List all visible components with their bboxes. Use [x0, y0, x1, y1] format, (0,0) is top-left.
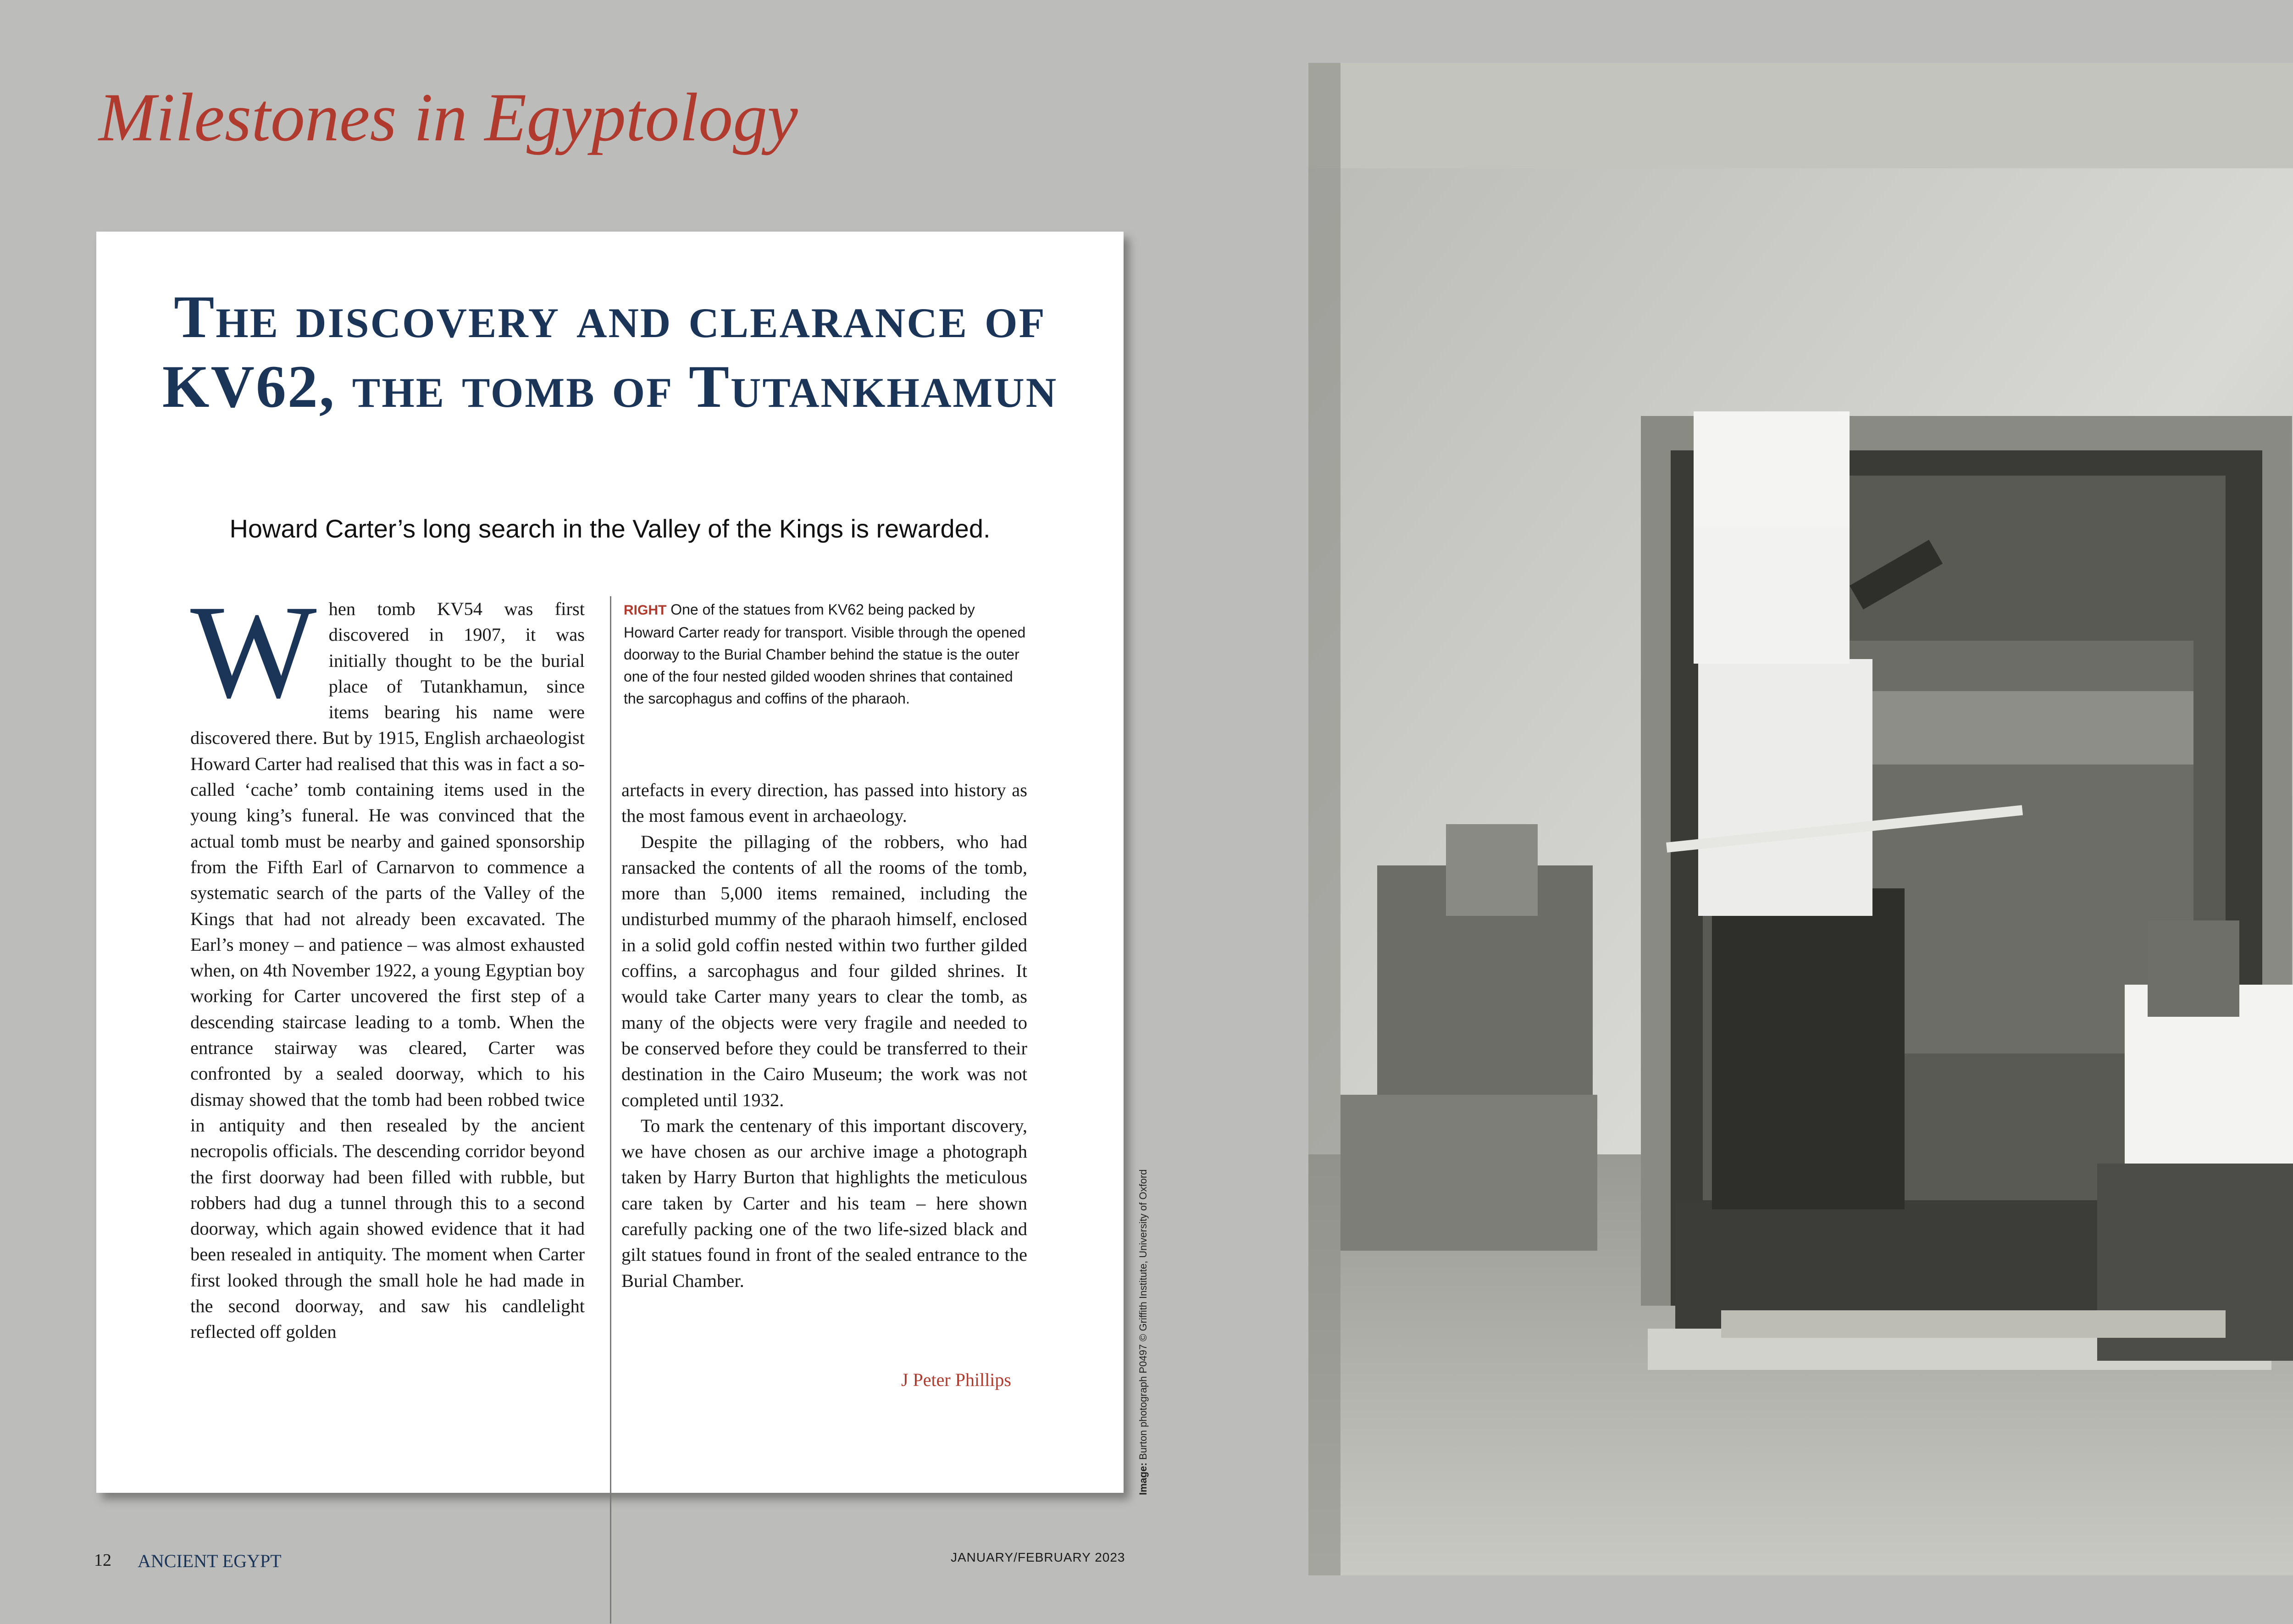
excavator-right-head: [2148, 920, 2239, 1017]
excavator-left-head: [1446, 824, 1538, 916]
column-1-text: hen tomb KV54 was first discovered in 1907, it was initially thought to be the burial place of Tutankhamun, since items bearing his name were discovered there. But by 1915, English archaeologist Howard Carter had realised that this was in fact a so-called ‘cache’ tomb containing items used in the young king’s funeral. He was convinced that the actual tomb must be nearby and gained sponsorship from the Fifth Earl of Carnarvon to commence a systematic search of the parts of the Valley of the Kings that had not already been excavated. The Earl’s money – and patience – was almost exhausted when, on 4th November 1922, a young Egyptian boy working for Carter uncovered the first step of a descending staircase leading to a tomb. When the entrance stairway was cleared, Carter was confronted by a sealed doorway, which to his dismay showed that the tomb had been robbed twice in antiquity and then resealed by the ancient necropolis officials. The descending corridor beyond the first doorway had been filled with rubble, but robbers had dug a tunnel through this to a second doorway, which again showed evidence that it had been resealed in antiquity. The moment when Carter first looked through the small hole he had made in the second doorway, and saw his candlelight reflected off golden: [190, 599, 585, 1342]
statue-chest-wrapping: [1694, 521, 1850, 664]
drop-cap: W: [190, 578, 317, 726]
statue-body-wrapped: [1698, 659, 1872, 916]
column-divider: [610, 596, 611, 1624]
column-2-paragraph: artefacts in every direction, has passed into history as the most famous event in archaeology.: [621, 780, 1027, 826]
left-shadow-edge: [1308, 63, 1340, 1575]
magazine-name: ANCIENT EGYPT: [138, 1551, 282, 1571]
caption-lead: RIGHT: [624, 603, 667, 618]
ceiling-band: [1308, 63, 2293, 168]
archive-photo: [1308, 63, 2293, 1575]
page-number: 12: [94, 1551, 111, 1570]
excavator-left-legs: [1340, 1095, 1597, 1251]
image-credit: [1137, 1170, 1149, 1495]
article-column-2: [621, 777, 1027, 1294]
image-credit-label: Image:: [1137, 1463, 1149, 1495]
issue-date: JANUARY/FEBRUARY 2023: [951, 1550, 1125, 1564]
article-subtitle: Howard Carter’s long search in the Valley of the Kings is rewarded.: [229, 514, 991, 543]
article-byline: J Peter Phillips: [901, 1369, 1011, 1390]
caption-text: One of the statues from KV62 being packed by Howard Carter ready for transport. Visible through the opened doorway to the Burial Chamber behind the statue is the outer one of the four nested gilded wooden shrines that contained the sarcophagus and coffins of the pharaoh.: [624, 601, 1026, 707]
section-title: Milestones in Egyptology: [99, 79, 798, 155]
article-column-1: [190, 578, 585, 1345]
photo-caption: [624, 599, 1027, 709]
image-credit-text: Burton photograph P0497 © Griffith Institute, University of Oxford: [1137, 1169, 1149, 1460]
statue-legs: [1712, 888, 1905, 1209]
statue-base: [1675, 1200, 2157, 1329]
column-2-paragraph: Despite the pillaging of the robbers, who had ransacked the contents of all the rooms of the tomb, more than 5,000 items remained, including the undisturbed mummy of the pharaoh himself, enclosed in a solid gold coffin nested within two further gilded coffins, a sarcophagus and four gilded shrines. It would take Carter many years to clear the tomb, as many of the objects were very fragile and needed to be conserved before they could be transferred to their destination in the Cairo Museum; the work was not completed until 1932.: [621, 831, 1027, 1110]
column-2-paragraph: To mark the centenary of this important discovery, we have chosen as our archive image a photograph taken by Harry Burton that highlights the meticulous care taken by Carter and his team – here shown carefully packing one of the two life-sized black and gilt statues found in front of the sealed entrance to the Burial Chamber.: [621, 1115, 1027, 1291]
packing-blocks: [1721, 1310, 2226, 1338]
article-card: [96, 232, 1124, 1493]
statue-head-wrapping: [1694, 411, 1850, 526]
article-headline: The discovery and clearance of KV62, the tomb of Tutankhamun: [162, 283, 1058, 420]
